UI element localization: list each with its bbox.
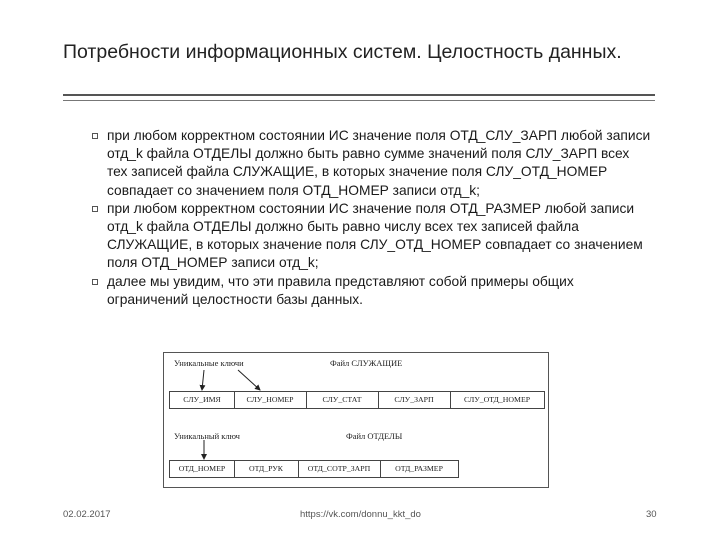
record-field: ОТД_НОМЕР	[178, 464, 226, 473]
title-divider-thick	[63, 94, 655, 96]
record-field: ОТД_РАЗМЕР	[395, 464, 443, 473]
unique-keys-label: Уникальные ключи	[174, 358, 244, 368]
employees-record	[169, 391, 545, 409]
file-name: ОТДЕЛЫ	[367, 431, 403, 441]
bullet-item	[92, 273, 652, 309]
record-field: СЛУ_СТАТ	[322, 395, 362, 404]
record-field: ОТД_СОТР_ЗАРП	[307, 464, 371, 473]
footer-url[interactable]: https://vk.com/donnu_kkt_do	[300, 509, 421, 520]
bullet-item	[92, 200, 652, 273]
footer-page-number: 30	[646, 509, 657, 520]
bullet-text: далее мы увидим, что эти правила представляют собой примеры общих ограничений целостности базы данных.	[107, 273, 574, 307]
file-departments-label	[346, 431, 402, 441]
file-name: СЛУЖАЩИЕ	[351, 358, 403, 368]
slide-title: Потребности информационных систем. Целостность данных.	[63, 41, 622, 63]
file-prefix: Файл	[346, 431, 366, 441]
record-field: СЛУ_ОТД_НОМЕР	[463, 395, 531, 404]
file-employees-label	[330, 358, 402, 368]
key-arrow	[202, 370, 204, 390]
record-structure-figure	[163, 352, 549, 488]
record-field: СЛУ_ИМЯ	[183, 395, 221, 404]
record-field: СЛУ_ЗАРП	[394, 395, 434, 404]
departments-record	[169, 460, 459, 478]
bullet-text: при любом корректном состоянии ИС значение поля ОТД_РАЗМЕР любой записи отд_k файла ОТДЕЛЫ должно быть равно числу всех тех записей файла СЛУЖАЩИЕ, в которых значение поля СЛУ_ОТД_НОМЕР совпадает со значением поля ОТД_НОМЕР записи отд_k;	[107, 200, 643, 271]
bullet-item	[92, 127, 652, 200]
square-bullet-icon	[92, 279, 98, 285]
square-bullet-icon	[92, 206, 98, 212]
bullet-list	[92, 127, 652, 309]
bullet-text: при любом корректном состоянии ИС значение поля ОТД_СЛУ_ЗАРП любой записи отд_k файла ОТДЕЛЫ должно быть равно сумме значений поля СЛУ_ЗАРП всех тех записей файла СЛУЖАЩИЕ, в которых значение поля СЛУ_ОТД_НОМЕР совпадает со значением поля ОТД_НОМЕР записи отд_k;	[107, 128, 651, 198]
file-prefix: Файл	[330, 358, 350, 368]
square-bullet-icon	[92, 133, 98, 139]
key-arrow	[238, 370, 260, 390]
unique-key-label: Уникальный ключ	[174, 431, 240, 441]
record-field: ОТД_РУК	[249, 464, 283, 473]
title-divider-thin	[63, 100, 655, 101]
record-field: СЛУ_НОМЕР	[246, 395, 294, 404]
footer-date: 02.02.2017	[63, 509, 111, 520]
